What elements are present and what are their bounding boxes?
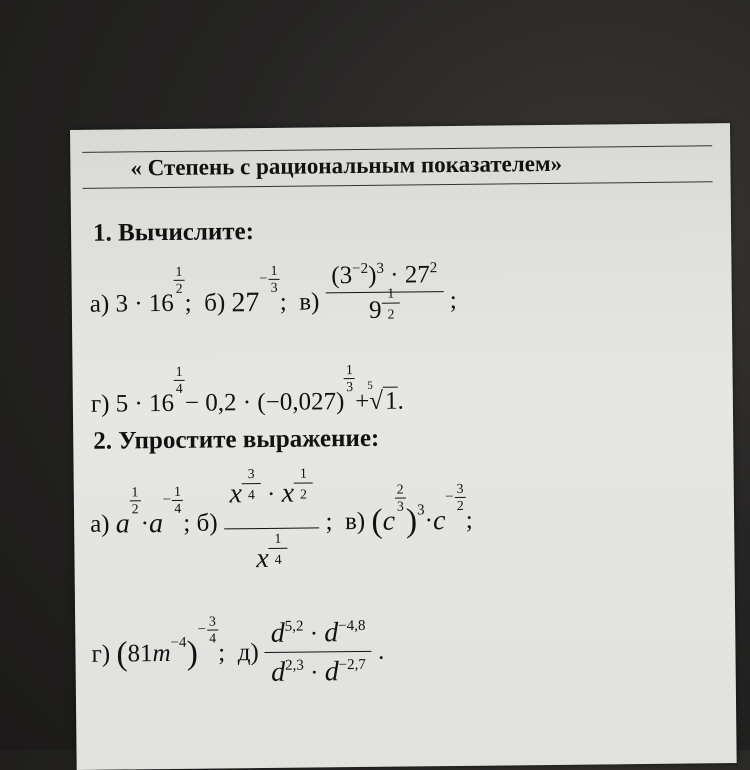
task1g-exponent1: $\frac{1}{4}$ [175,363,183,396]
task1b-base: 27 [231,287,260,319]
task2d-fraction: $d^{5,2} \cdot d^{-4,8}$ $d^{2,3} \cdot d^{-2,7}$ [265,616,373,688]
task2b-fraction: x $\frac{3}{4}$ · x $\frac{1}{2}$ x $\frac{1}{4}$ [223,455,320,590]
task2d-label: д) [237,639,259,667]
task2v-label: в) [344,507,366,536]
task2a-exponent2: − $\frac{1}{4}$ [162,483,182,516]
task2-row1: а) a $\frac{1}{2}$ · a − $\frac{1}{4}$ ; б) x $\frac{3}{4}$ · x $\frac{1}{2}$ x $\frac{1}{4}$ ; в) ( c $\frac{2}{3}$ ) 3 · c − $\frac{3}{2}$ ; [90,461,474,585]
task1a-expr: 3 · 16 [115,289,174,318]
task1g-label: г) [90,390,110,418]
worksheet-page [70,123,737,770]
worksheet-title: « Степень с рациональным показателем» [130,150,563,181]
task1-row2: г) 5 · 16 $\frac{1}{4}$ − 0,2 · (−0,027) $\frac{1}{3}$ + 5 √1 . [90,362,404,418]
task1b-exponent: − $\frac{1}{3}$ [259,262,278,295]
task1g-root: 5 √1 [367,379,398,415]
task2a-exponent1: $\frac{1}{2}$ [131,484,139,517]
title-underline [83,181,713,189]
task1b-label: б) [204,289,226,317]
section1-heading: 1. Вычислите: [92,218,255,247]
task2-row2: г) ( 81 m −4 ) − $\frac{3}{4}$ ; д) $d^{5,2} \cdot d^{-4,8}$ $d^{2,3} \cdot d^{-2,7}$ . [91,613,385,688]
task1a-exponent: $\frac{1}{2}$ [175,263,183,296]
task2b-label: б) [196,509,218,537]
task2g-label: г) [91,640,111,668]
task1v-denominator: 9 $\frac{1}{2}$ [363,293,407,342]
task1v-fraction [325,261,444,342]
task2v-exponent2: − $\frac{3}{2}$ [445,480,464,513]
section2-heading: 2. Упростите выражение: [93,424,380,455]
task1-row1: а) 3 · 16 $\frac{1}{2}$ ; б) 27 − $\frac{1}{3}$ ; в) $(3^{-2})^3 \cdot 27^2$ 9 $\frac{1}{2}$ ; [89,256,457,350]
task2g-exponent: − $\frac{3}{4}$ [197,613,217,646]
task1v-numerator: $(3^{-2})^3 \cdot 27^2$ [325,261,443,293]
task1a-label: а) [89,290,110,318]
task2a-label: а) [89,510,110,538]
task1v-label: в) [299,288,320,316]
task1g-exponent2: $\frac{1}{3}$ [345,362,354,394]
task2v-exponent1: $\frac{2}{3}$ [396,481,404,514]
